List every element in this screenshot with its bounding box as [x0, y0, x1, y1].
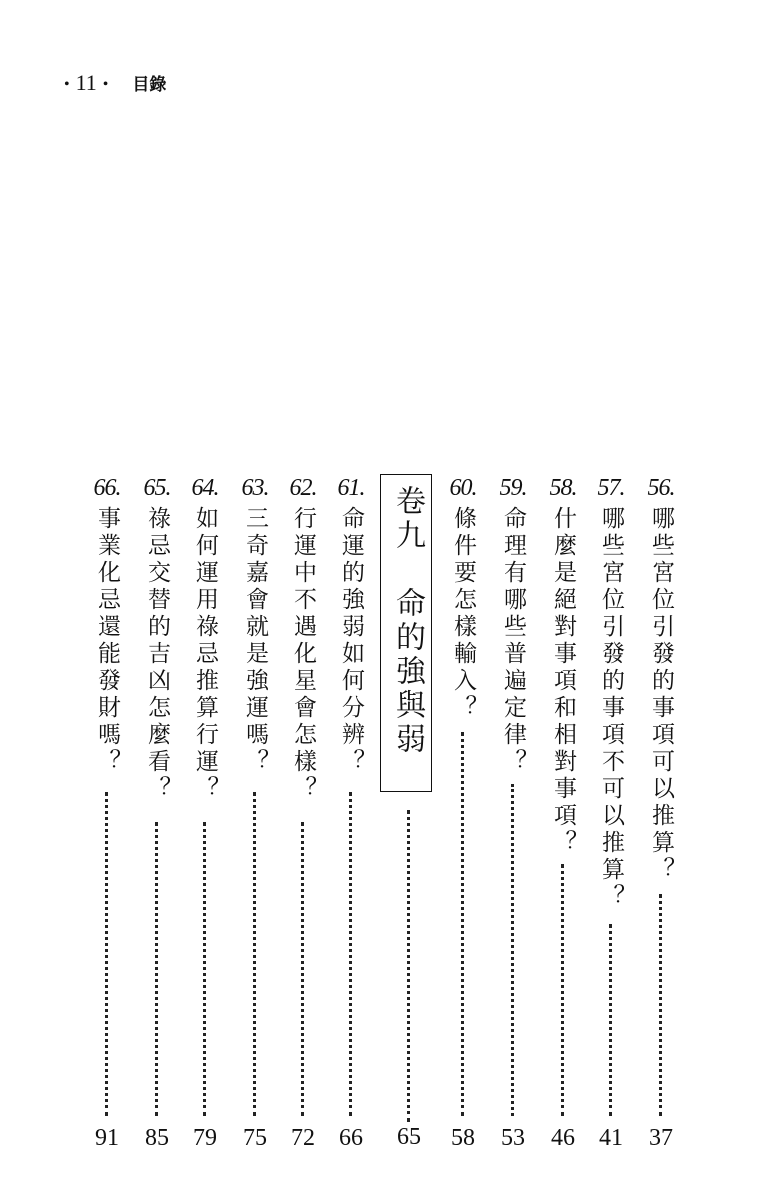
entry-title: 祿忌交替的吉凶怎麼看？ [144, 506, 170, 803]
dot-leader [609, 924, 612, 1116]
entry-page: 79 [193, 1125, 217, 1151]
chapter-page-number: 65 [397, 1124, 421, 1150]
entry-title: 什麼是絕對事項和相對事項？ [550, 506, 576, 857]
entry-number: 63. [241, 475, 269, 501]
chapter-heading[interactable] [380, 474, 432, 792]
toc-entry[interactable] [540, 474, 586, 1154]
dot-leader [301, 822, 304, 1116]
entry-number: 65. [143, 475, 171, 501]
entry-number: 59. [499, 475, 527, 501]
entry-number: 58. [549, 475, 577, 501]
entry-number: 61. [337, 475, 365, 501]
toc-entry[interactable] [638, 474, 684, 1154]
dot-leader [511, 784, 514, 1116]
entry-page: 58 [451, 1125, 475, 1151]
entry-title: 三奇嘉會就是強運嗎？ [242, 506, 268, 776]
entry-number: 57. [597, 475, 625, 501]
chapter-title: 卷九 命的強與弱 [390, 485, 425, 757]
entry-title: 如何運用祿忌推算行運？ [192, 506, 218, 803]
entry-page: 75 [243, 1125, 267, 1151]
toc-entry[interactable] [280, 474, 326, 1154]
toc-entry[interactable] [134, 474, 180, 1154]
header-title: 目錄 [132, 75, 167, 95]
entry-title: 行運中不遇化星會怎樣？ [290, 506, 316, 803]
entry-page: 53 [501, 1125, 525, 1151]
dot-leader [349, 792, 352, 1116]
toc-entry[interactable] [182, 474, 228, 1154]
dot-leader [461, 732, 464, 1116]
entry-title: 命理有哪些普遍定律？ [500, 506, 526, 776]
entry-number: 62. [289, 475, 317, 501]
entry-page: 85 [145, 1125, 169, 1151]
toc-entry[interactable] [328, 474, 374, 1154]
dot-leader [561, 864, 564, 1116]
toc-entry[interactable] [490, 474, 536, 1154]
entry-title: 哪些宮位引發的事項不可以推算？ [598, 506, 624, 911]
dot-leader [407, 810, 410, 1122]
dot-leader [203, 822, 206, 1116]
toc-entry[interactable] [84, 474, 130, 1154]
entry-number: 66. [93, 475, 121, 501]
dot-leader [105, 792, 108, 1116]
bullet-dot: • [102, 75, 109, 93]
entry-title: 哪些宮位引發的事項可以推算？ [648, 506, 674, 884]
toc-entry[interactable] [440, 474, 486, 1154]
entry-page: 66 [339, 1125, 363, 1151]
entry-page: 37 [649, 1125, 673, 1151]
entry-page: 72 [291, 1125, 315, 1151]
bullet-dot: • [64, 75, 70, 93]
page-number: 11 [75, 70, 97, 95]
entry-number: 64. [191, 475, 219, 501]
dot-leader [253, 792, 256, 1116]
entry-title: 命運的強弱如何分辨？ [338, 506, 364, 776]
entry-page: 41 [599, 1125, 623, 1151]
dot-leader [659, 894, 662, 1116]
entry-number: 56. [647, 475, 675, 501]
entry-title: 條件要怎樣輸入？ [450, 506, 476, 722]
toc-entry[interactable] [588, 474, 634, 1154]
entry-number: 60. [449, 475, 477, 501]
entry-title: 事業化忌還能發財嗎？ [94, 506, 120, 776]
dot-leader [155, 822, 158, 1116]
entry-page: 91 [95, 1125, 119, 1151]
toc-entry[interactable] [232, 474, 278, 1154]
entry-page: 46 [551, 1125, 575, 1151]
